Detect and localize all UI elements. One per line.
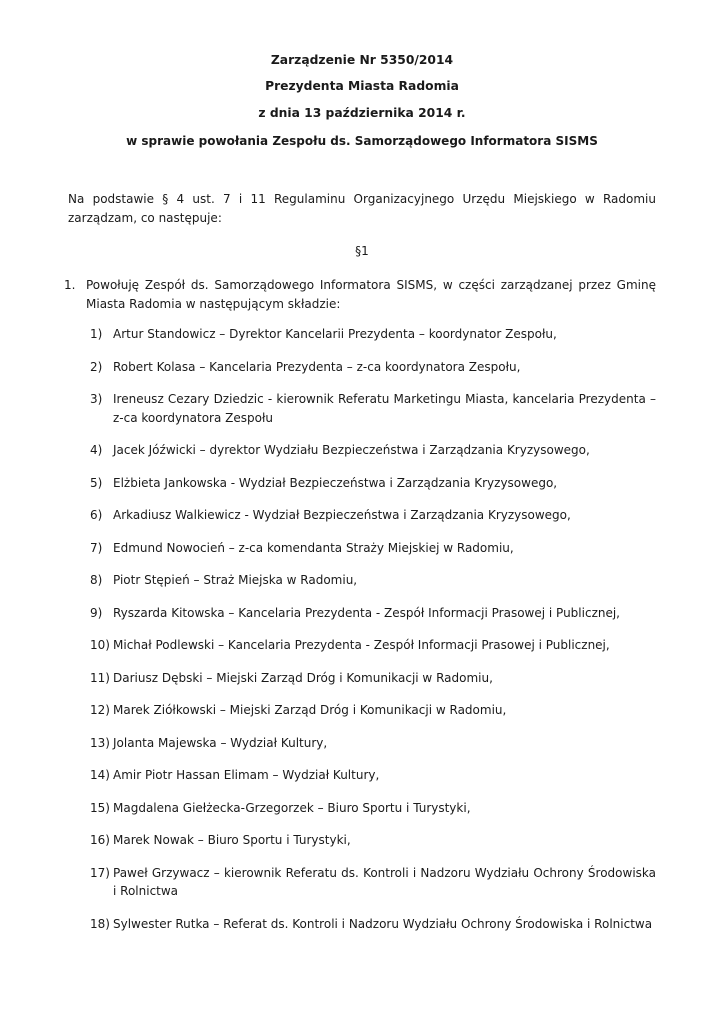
list-item-number: 14) bbox=[90, 768, 110, 782]
list-item-text: Dariusz Dębski – Miejski Zarząd Dróg i Komunikacji w Radomiu, bbox=[113, 670, 493, 685]
list-item-number: 10) bbox=[90, 638, 110, 652]
list-item-text: Arkadiusz Walkiewicz - Wydział Bezpieczeństwa i Zarządzania Kryzysowego, bbox=[113, 508, 571, 522]
list-item bbox=[90, 571, 656, 590]
list-item-text: Marek Ziółkowski – Miejski Zarząd Dróg i Komunikacji w Radomiu, bbox=[113, 703, 507, 717]
list-item bbox=[90, 766, 656, 785]
list-item bbox=[90, 474, 656, 493]
list-item-text: Elżbieta Jankowska - Wydział Bezpieczeństwa i Zarządzania Kryzysowego, bbox=[113, 475, 558, 490]
list-item-text: Michał Podlewski – Kancelaria Prezydenta - Zespół Informacji Prasowej i Publicznej, bbox=[113, 638, 610, 652]
list-item bbox=[90, 669, 656, 688]
list-item-text: Robert Kolasa – Kancelaria Prezydenta – z-ca koordynatora Zespołu, bbox=[113, 359, 521, 374]
list-item-number: 15) bbox=[90, 800, 110, 815]
list-item-number: 1) bbox=[90, 327, 103, 341]
list-item bbox=[90, 539, 656, 558]
list-item-number: 6) bbox=[90, 508, 103, 522]
list-item-number: 3) bbox=[90, 392, 103, 406]
list-item-text: Ryszarda Kitowska – Kancelaria Prezydenta - Zespół Informacji Prasowej i Publicznej, bbox=[113, 605, 620, 620]
list-item-text: Marek Nowak – Biuro Sportu i Turystyki, bbox=[113, 833, 351, 847]
list-item-text: Edmund Nowocień – z-ca komendanta Straży Miejskiej w Radomiu, bbox=[113, 540, 514, 555]
list-item-number: 5) bbox=[90, 475, 103, 490]
point-1 bbox=[64, 276, 656, 313]
point-1-text: Powołuję Zespół ds. Samorządowego Informatora SISMS, w części zarządzanej przez Gminę Miasta Radomia w następującym składzie: bbox=[86, 278, 656, 311]
list-item-text: Amir Piotr Hassan Elimam – Wydział Kultury, bbox=[113, 768, 380, 782]
list-item bbox=[90, 799, 656, 818]
list-item-text: Magdalena Giełżecka-Grzegorzek – Biuro Sportu i Turystyki, bbox=[113, 800, 471, 815]
list-item-number: 18) bbox=[90, 916, 110, 931]
list-item bbox=[90, 864, 656, 901]
list-item-number: 11) bbox=[90, 670, 110, 685]
list-item-number: 16) bbox=[90, 833, 110, 847]
list-item-number: 7) bbox=[90, 540, 103, 555]
list-item-text: Jacek Jóźwicki – dyrektor Wydziału Bezpieczeństwa i Zarządzania Kryzysowego, bbox=[113, 443, 590, 457]
list-item-number: 2) bbox=[90, 359, 103, 374]
document-title: Zarządzenie Nr 5350/2014 bbox=[270, 53, 454, 67]
section-mark: §1 bbox=[355, 244, 369, 258]
member-list bbox=[90, 325, 656, 933]
list-item bbox=[90, 390, 656, 427]
list-item-text: Sylwester Rutka – Referat ds. Kontroli i Nadzoru Wydziału Ochrony Środowiska i Rolnictwa bbox=[113, 916, 653, 931]
list-item bbox=[90, 734, 656, 753]
list-item-number: 8) bbox=[90, 573, 103, 587]
list-item-number: 13) bbox=[90, 735, 110, 750]
issuer-line: Prezydenta Miasta Radomia bbox=[265, 79, 459, 93]
intro-paragraph: Na podstawie § 4 ust. 7 i 11 Regulaminu Organizacyjnego Urzędu Miejskiego w Radomiu zarządzam, co następuje: bbox=[68, 192, 656, 225]
list-item-number: 9) bbox=[90, 605, 103, 620]
list-item bbox=[90, 604, 656, 623]
list-item bbox=[90, 915, 656, 934]
list-item bbox=[90, 325, 656, 344]
list-item bbox=[90, 701, 656, 720]
list-item bbox=[90, 358, 656, 377]
list-item-number: 4) bbox=[90, 443, 103, 457]
list-item-number: 17) bbox=[90, 865, 110, 880]
list-item-number: 12) bbox=[90, 703, 110, 717]
date-line: z dnia 13 października 2014 r. bbox=[258, 106, 466, 120]
list-item-text: Artur Standowicz – Dyrektor Kancelarii Prezydenta – koordynator Zespołu, bbox=[113, 327, 557, 341]
list-item bbox=[90, 636, 656, 655]
list-item-text: Jolanta Majewska – Wydział Kultury, bbox=[113, 735, 328, 750]
list-item bbox=[90, 441, 656, 460]
subject-line: w sprawie powołania Zespołu ds. Samorządowego Informatora SISMS bbox=[126, 134, 598, 148]
list-item-text: Ireneusz Cezary Dziedzic - kierownik Referatu Marketingu Miasta, kancelaria Prezydenta – z-ca koordynatora Zespołu bbox=[113, 392, 656, 425]
list-item-text: Piotr Stępień – Straż Miejska w Radomiu, bbox=[113, 573, 358, 587]
point-1-number: 1. bbox=[64, 278, 76, 292]
list-item-text: Paweł Grzywacz – kierownik Referatu ds. Kontroli i Nadzoru Wydziału Ochrony Środowiska i Rolnictwa bbox=[113, 865, 656, 898]
list-item bbox=[90, 506, 656, 525]
list-item bbox=[90, 831, 656, 850]
